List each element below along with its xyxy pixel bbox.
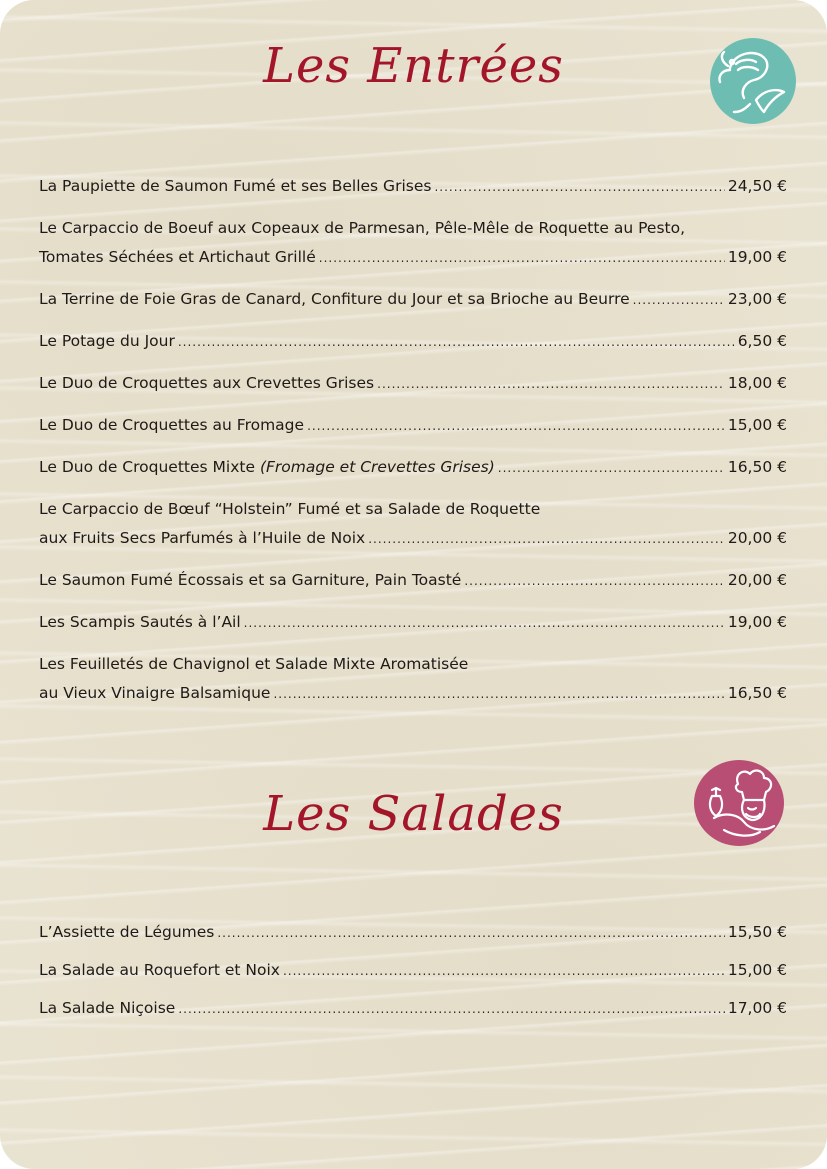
item-name: Le Duo de Croquettes aux Crevettes Grises: [39, 374, 375, 392]
item-name: Le Duo de Croquettes au Fromage: [39, 416, 305, 434]
menu-item: [39, 214, 787, 273]
item-price: 19,00 €: [727, 613, 787, 631]
item-price: 15,50 €: [727, 923, 787, 941]
item-price: 19,00 €: [727, 248, 787, 266]
item-price: 17,00 €: [727, 999, 787, 1017]
dot-leader: [368, 525, 725, 554]
item-name: Le Carpaccio de Boeuf aux Copeaux de Parmesan, Pêle-Mêle de Roquette au Pesto,: [39, 219, 686, 237]
item-name: Le Saumon Fumé Écossais et sa Garniture, Pain Toasté: [39, 571, 462, 589]
menu-item: [39, 495, 787, 554]
item-price: 18,00 €: [727, 374, 787, 392]
dot-leader: [377, 370, 725, 399]
dot-leader: [498, 454, 725, 483]
dot-leader: [464, 567, 724, 596]
item-note: (Fromage et Crevettes Grises): [259, 458, 495, 476]
chef-icon: [694, 760, 784, 846]
menu-item: [39, 453, 787, 483]
item-name: La Salade au Roquefort et Noix: [39, 961, 280, 979]
item-name-continued: au Vieux Vinaigre Balsamique: [39, 684, 271, 702]
item-name-continued: Tomates Séchées et Artichaut Grillé: [39, 248, 316, 266]
section-title-entrees: Les Entrées: [263, 38, 564, 94]
dot-leader: [283, 957, 725, 986]
dot-leader: [307, 412, 725, 441]
item-price: 6,50 €: [737, 332, 787, 350]
menu-item: [39, 285, 787, 315]
item-name-continued: aux Fruits Secs Parfumés à l’Huile de Noix: [39, 529, 366, 547]
item-name: La Salade Niçoise: [39, 999, 176, 1017]
item-name: La Terrine de Foie Gras de Canard, Confiture du Jour et sa Brioche au Beurre: [39, 290, 630, 308]
shrimp-icon: [710, 38, 796, 124]
item-price: 16,50 €: [727, 458, 787, 476]
item-name-text: Le Duo de Croquettes Mixte: [39, 458, 255, 476]
item-name: Les Feuilletés de Chavignol et Salade Mixte Aromatisée: [39, 655, 469, 673]
dot-leader: [217, 919, 724, 948]
menu-item: [39, 369, 787, 399]
menu-item: [39, 650, 787, 709]
dot-leader: [178, 328, 735, 357]
menu-item: [39, 994, 787, 1024]
item-price: 15,00 €: [727, 961, 787, 979]
item-price: 15,00 €: [727, 416, 787, 434]
item-name: [39, 453, 495, 482]
item-name: Les Scampis Sautés à l’Ail: [39, 613, 241, 631]
dot-leader: [244, 609, 725, 638]
salades-list: [39, 918, 787, 1032]
menu-item: [39, 566, 787, 596]
menu-item: [39, 411, 787, 441]
menu-item: [39, 327, 787, 357]
menu-item: [39, 608, 787, 638]
menu-item: [39, 172, 787, 202]
dot-leader: [273, 680, 724, 709]
menu-item: [39, 918, 787, 948]
entrees-list: [39, 172, 787, 721]
item-name: Le Carpaccio de Bœuf “Holstein” Fumé et sa Salade de Roquette: [39, 500, 541, 518]
item-name: La Paupiette de Saumon Fumé et ses Belles Grises: [39, 177, 432, 195]
item-price: 24,50 €: [727, 177, 787, 195]
item-price: 23,00 €: [727, 290, 787, 308]
dot-leader: [319, 244, 725, 273]
item-price: 20,00 €: [727, 529, 787, 547]
menu-item: [39, 956, 787, 986]
dot-leader: [178, 995, 724, 1024]
item-price: 20,00 €: [727, 571, 787, 589]
item-name: Le Potage du Jour: [39, 332, 175, 350]
section-title-salades: Les Salades: [263, 786, 564, 842]
item-name: L’Assiette de Légumes: [39, 923, 215, 941]
item-price: 16,50 €: [727, 684, 787, 702]
dot-leader: [434, 173, 724, 202]
dot-leader: [633, 286, 725, 315]
